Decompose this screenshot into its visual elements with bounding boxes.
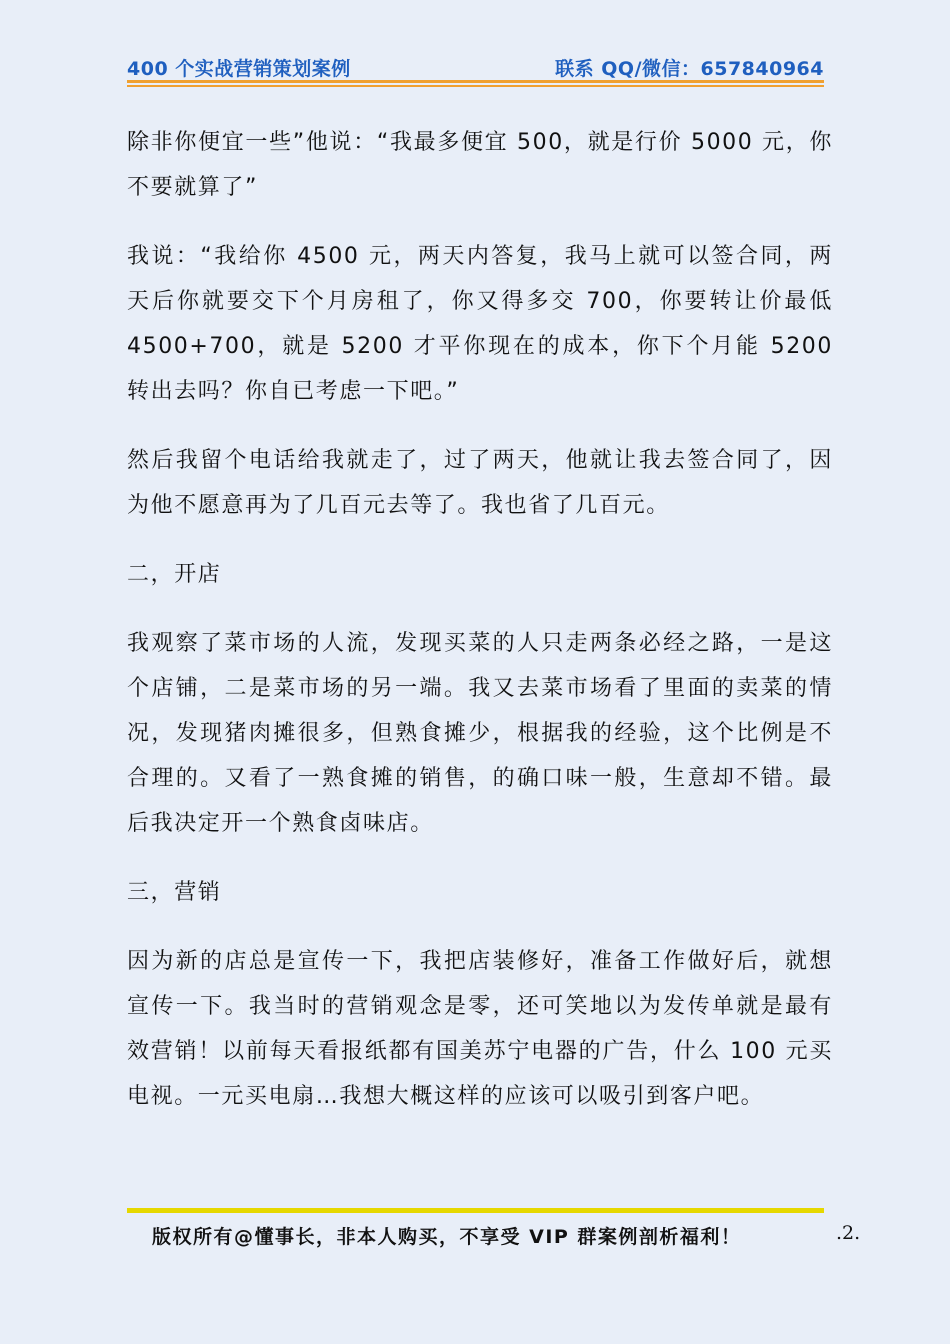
- page-number: .2.: [836, 1222, 861, 1244]
- paragraph: 我说：“我给你 4500 元，两天内答复，我马上就可以签合同，两天后你就要交下个月房租了，你又得多交 700，你要转让价最低 4500+700，就是 5200 才平你现在的成本，你下个月能 5200 转出去吗？你自已考虑一下吧。”: [127, 244, 833, 404]
- paragraph: 我观察了菜市场的人流，发现买菜的人只走两条必经之路，一是这个店铺，二是菜市场的另一端。我又去菜市场看了里面的卖菜的情况，发现猪肉摊很多，但熟食摊少，根据我的经验，这个比例是不合理的。又看了一熟食摊的销售，的确口味一般，生意却不错。最后我决定开一个熟食卤味店。: [127, 631, 833, 836]
- header-divider: [127, 80, 824, 83]
- footer-divider: [127, 1208, 824, 1213]
- paragraph: 除非你便宜一些”他说：“我最多便宜 500，就是行价 5000 元，你不要就算了”: [127, 130, 833, 200]
- header-contact: 联系 QQ/微信：657840964: [555, 58, 824, 80]
- section-heading: 二，开店: [127, 562, 222, 587]
- header-divider-secondary: [127, 85, 824, 87]
- copyright-notice: 版权所有@懂事长，非本人购买，不享受 VIP 群案例剖析福利！: [152, 1226, 742, 1248]
- document-body: [127, 120, 833, 1143]
- page-header: [127, 54, 824, 80]
- section-heading: 三，营销: [127, 880, 222, 905]
- header-title: 400 个实战营销策划案例: [127, 58, 351, 80]
- paragraph: 然后我留个电话给我就走了，过了两天，他就让我去签合同了，因为他不愿意再为了几百元去等了。我也省了几百元。: [127, 448, 833, 518]
- paragraph: 因为新的店总是宣传一下，我把店装修好，准备工作做好后，就想宣传一下。我当时的营销观念是零，还可笑地以为发传单就是最有效营销！以前每天看报纸都有国美苏宁电器的广告，什么 100 元买电视。一元买电扇…我想大概这样的应该可以吸引到客户吧。: [127, 949, 833, 1109]
